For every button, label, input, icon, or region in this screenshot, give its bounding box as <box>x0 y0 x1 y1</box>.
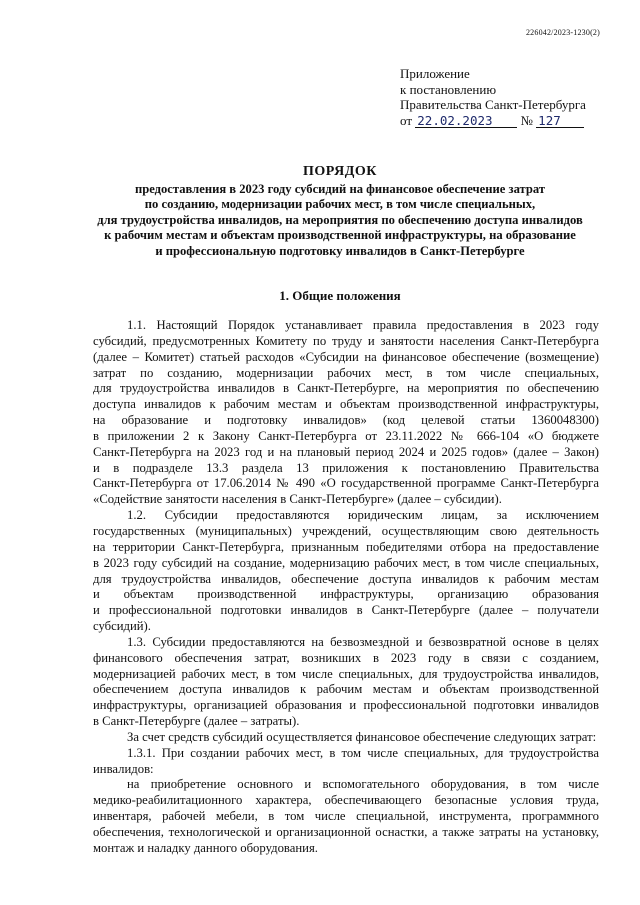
paragraph-line: 1.2. Субсидии предоставляются юридическим лицам, за исключением <box>127 508 599 523</box>
paragraph-line: на образование и подготовку инвалидов» (код целевой статьи 1360048300) <box>93 413 599 428</box>
appendix-line-2: к постановлению <box>400 81 497 97</box>
paragraph <box>93 777 599 856</box>
section-heading: 1. Общие положения <box>279 288 401 303</box>
number-prefix: № <box>520 112 533 128</box>
paragraph-line: затрат по созданию, модернизации рабочих мест, в том числе специальных, <box>93 365 599 380</box>
document-id: 226042/2023-1230(2) <box>525 28 600 37</box>
paragraph-line: доступа инвалидов к рабочим местам и объектам производственной инфраструктуры, <box>93 397 599 412</box>
paragraph-line: обеспечением доступа инвалидов к рабочим местам и объектам производственной <box>93 682 599 697</box>
date-prefix: от <box>400 112 413 128</box>
paragraph-line: 1.3. Субсидии предоставляются на безвозмездной и безвозвратной основе в целях <box>127 634 599 649</box>
handwritten-date: 22.02.2023 <box>415 114 517 128</box>
handwritten-number: 127 <box>536 114 584 128</box>
paragraph-line: для трудоустройства инвалидов в Санкт-Петербурге, на мероприятия по обеспечению <box>93 381 599 396</box>
paragraph-line: на территории Санкт-Петербурга, признанным победителями отбора на предоставление <box>93 539 599 554</box>
title-line: к рабочим местам и объектам производственной инфраструктуры, на образование <box>104 228 576 243</box>
paragraph-line: в 2023 году субсидий на создание, модернизацию рабочих мест, в том числе специальных, <box>93 555 599 570</box>
paragraph <box>93 508 599 635</box>
paragraph-line: Санкт-Петербурга от 17.06.2014 № 490 «О государственной программе Санкт-Петербурга <box>93 476 599 491</box>
paragraph-line: медико-реабилитационного характера, обеспечивающего безопасные условия труда, <box>93 793 599 808</box>
paragraph-line: субсидий, предусмотренных Комитету по труду и занятости населения Санкт-Петербурга <box>93 333 599 348</box>
paragraph <box>93 730 599 746</box>
paragraph-line: модернизацией рабочих мест, в том числе специальных, для трудоустройства инвалидов, <box>93 666 599 681</box>
paragraph-line: инвалидов: <box>93 761 154 776</box>
document-title <box>60 164 620 260</box>
document-body <box>93 318 599 857</box>
paragraph-line: 1.3.1. При создании рабочих мест, в том числе специальных, для трудоустройства <box>127 745 599 760</box>
paragraph-line: инвентаря, рабочей мебели, в том числе специальной, инструмента, программного <box>93 809 599 824</box>
appendix-line-1: Приложение <box>400 66 470 81</box>
paragraph-line: (далее – Комитет) статьей расходов «Субсидии на финансовое обеспечение (возмещение) <box>93 349 599 364</box>
paragraph-line: инфраструктуры, организацией образования и профессиональной подготовки инвалидов <box>93 698 599 713</box>
paragraph-line: монтаж и наладку данного оборудования. <box>93 840 318 855</box>
appendix-date-line <box>400 113 610 129</box>
appendix-block <box>400 66 610 128</box>
paragraph-line: и в подразделе 13.3 раздела 13 приложения к постановлению Правительства <box>93 460 599 475</box>
title-line: для трудоустройства инвалидов, на мероприятия по обеспечению доступа инвалидов <box>97 212 583 227</box>
paragraph <box>93 318 599 508</box>
title-line: по созданию, модернизации рабочих мест, в том числе специальных, <box>144 197 536 212</box>
title-line: и профессиональную подготовку инвалидов в Санкт-Петербурге <box>155 243 525 258</box>
paragraph-line: финансового обеспечения затрат, возникших в 2023 году в связи с созданием, <box>93 650 599 665</box>
paragraph <box>93 746 599 778</box>
paragraph-line: для трудоустройства инвалидов, обеспечение доступа инвалидов к рабочим местам <box>93 571 599 586</box>
paragraph-line: обеспечения, технологической и организационной оснастки, а также затраты на установку, <box>93 825 599 839</box>
paragraph-line: в приложении 2 к Закону Санкт-Петербурга от 23.11.2022 № 666-104 «О бюджете <box>93 428 599 443</box>
paragraph-line: на приобретение основного и вспомогательного оборудования, в том числе <box>127 777 599 792</box>
title-main: ПОРЯДОК <box>303 164 377 179</box>
paragraph-line: и объектам производственной инфраструктуры, организацию образования <box>93 587 599 602</box>
title-line: предоставления в 2023 году субсидий на финансовое обеспечение затрат <box>134 181 546 196</box>
paragraph-line: субсидий). <box>93 619 151 634</box>
paragraph <box>93 635 599 730</box>
paragraph-line: Санкт-Петербурга на 2023 год и на плановый период 2024 и 2025 годов» (далее – Закон) <box>93 444 599 459</box>
paragraph-line: в Санкт-Петербурге (далее – затраты). <box>93 714 300 729</box>
paragraph-line: За счет средств субсидий осуществляется финансовое обеспечение следующих затрат: <box>127 729 597 744</box>
paragraph-line: «Содействие занятости населения в Санкт-Петербурге» (далее – субсидии). <box>93 492 502 507</box>
appendix-line-3: Правительства Санкт-Петербурга <box>400 97 586 112</box>
paragraph-line: 1.1. Настоящий Порядок устанавливает правила предоставления в 2023 году <box>127 318 599 332</box>
paragraph-line: государственных (муниципальных) учреждений, осуществляющим свою деятельность <box>93 523 599 538</box>
paragraph-line: и профессиональной подготовки инвалидов в Санкт-Петербурге (далее – получатели <box>93 603 599 618</box>
